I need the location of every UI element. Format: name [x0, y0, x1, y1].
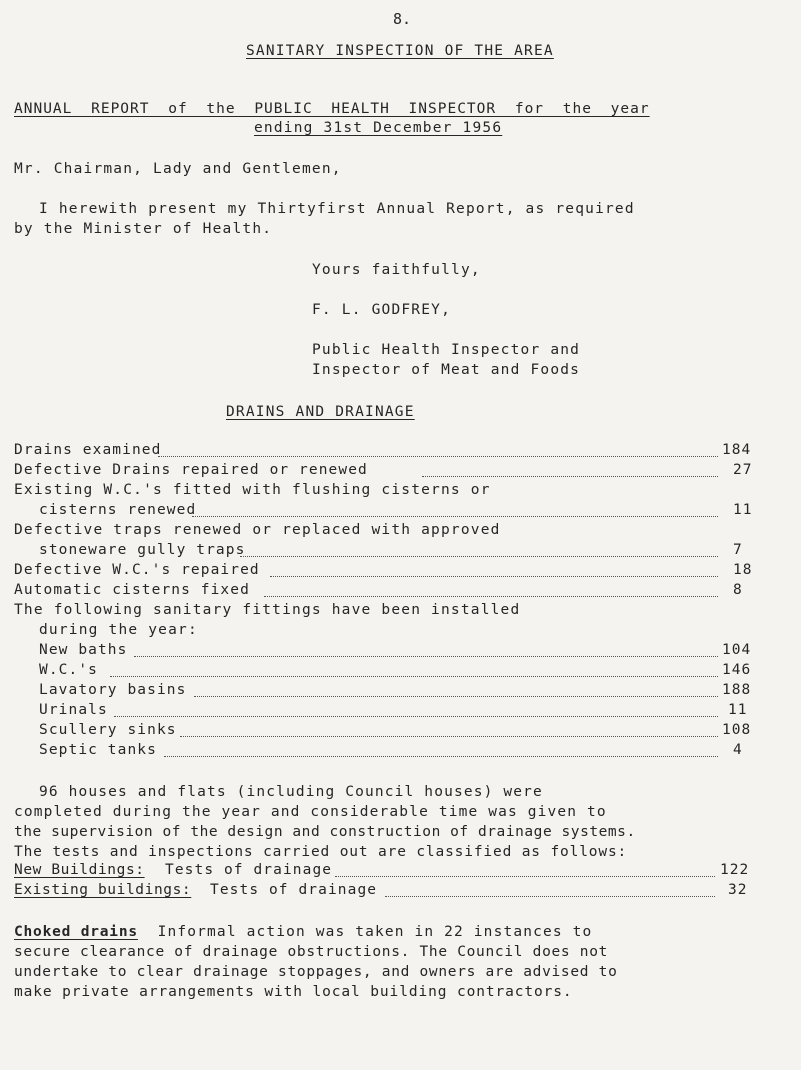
automatic-cisterns-row	[0, 582, 801, 602]
choked-heading: Choked drains	[14, 924, 138, 940]
defective-drains-label: Defective Drains repaired or renewed	[14, 462, 368, 478]
choked-paragraph	[14, 922, 794, 1002]
defective-drains-value: 27	[733, 462, 753, 478]
signature-title1: Public Health Inspector and	[312, 342, 581, 358]
wc-repaired-value: 18	[733, 562, 753, 578]
existing-buildings-label: Existing buildings:	[14, 882, 192, 898]
existing-buildings-tests-label: Tests of drainage	[210, 882, 378, 898]
fitting-row	[0, 702, 801, 722]
dot-leader	[385, 896, 715, 897]
fitting-value: 104	[722, 642, 752, 658]
wc-renewed-value: 11	[733, 502, 753, 518]
report-heading-line2: ending 31st December 1956	[254, 120, 503, 136]
dot-leader	[335, 876, 715, 877]
fitting-value: 188	[722, 682, 752, 698]
dot-leader	[180, 736, 718, 737]
signature-closing: Yours faithfully,	[312, 262, 481, 278]
fitting-row	[0, 662, 801, 682]
fitting-row	[0, 682, 801, 702]
fitting-label: New baths	[39, 642, 128, 658]
signature-title2: Inspector of Meat and Foods	[312, 362, 581, 378]
new-buildings-label: New Buildings:	[14, 862, 145, 878]
fitting-label: Septic tanks	[39, 742, 157, 758]
wc-renewed-label: cisterns renewed	[39, 502, 197, 518]
houses-line3: the supervision of the design and construction of drainage systems.	[14, 824, 636, 840]
new-buildings-tests-label: Tests of drainage	[165, 862, 333, 878]
choked-line2: secure clearance of drainage obstructions. The Council does not	[14, 944, 609, 960]
dot-leader	[194, 696, 718, 697]
automatic-cisterns-value: 8	[733, 582, 743, 598]
intro-line1: I herewith present my Thirtyfirst Annual Report, as required	[39, 201, 635, 217]
drains-heading: DRAINS AND DRAINAGE	[226, 404, 415, 420]
fitting-row	[0, 742, 801, 762]
fitting-value: 108	[722, 722, 752, 738]
fitting-row	[0, 642, 801, 662]
fitting-value: 146	[722, 662, 752, 678]
dot-leader	[110, 676, 718, 677]
houses-line2: completed during the year and considerable time was given to	[14, 804, 607, 820]
dot-leader	[164, 756, 718, 757]
wc-renewed-row	[0, 502, 801, 522]
dot-leader	[114, 716, 718, 717]
traps-value: 7	[733, 542, 743, 558]
drains-examined-row	[0, 442, 801, 462]
wc-repaired-label: Defective W.C.'s repaired	[14, 562, 260, 578]
fitting-label: Scullery sinks	[39, 722, 177, 738]
fitting-value: 4	[733, 742, 743, 758]
houses-paragraph	[14, 782, 794, 862]
signature-name: F. L. GODFREY,	[312, 302, 452, 318]
dot-leader	[134, 656, 718, 657]
fitting-row	[0, 722, 801, 742]
drains-examined-value: 184	[722, 442, 752, 458]
fittings-line2: during the year:	[39, 622, 198, 638]
traps-row	[0, 542, 801, 562]
existing-buildings-row	[0, 882, 801, 902]
dot-leader	[270, 576, 718, 577]
fitting-label: W.C.'s	[39, 662, 98, 678]
houses-line1: 96 houses and flats (including Council houses) were	[39, 784, 543, 800]
houses-line4: The tests and inspections carried out are classified as follows:	[14, 844, 628, 860]
choked-line4: make private arrangements with local building contractors.	[14, 984, 573, 1000]
fitting-value: 11	[728, 702, 748, 718]
fitting-label: Lavatory basins	[39, 682, 187, 698]
report-heading-line1: ANNUAL REPORT of the PUBLIC HEALTH INSPECTOR for the year	[14, 101, 650, 117]
dot-leader	[422, 476, 718, 477]
automatic-cisterns-label: Automatic cisterns fixed	[14, 582, 250, 598]
choked-line1	[14, 922, 794, 942]
new-buildings-value: 122	[720, 862, 750, 878]
salutation: Mr. Chairman, Lady and Gentlemen,	[14, 161, 342, 177]
fittings-line1: The following sanitary fittings have been installed	[14, 602, 521, 618]
dot-leader	[158, 456, 718, 457]
traps-label: stoneware gully traps	[39, 542, 246, 558]
existing-buildings-value: 32	[728, 882, 748, 898]
dot-leader	[264, 596, 718, 597]
dot-leader	[240, 556, 718, 557]
choked-text1: Informal action was taken in 22 instances to	[157, 924, 593, 940]
wc-repaired-row	[0, 562, 801, 582]
page-number: 8.	[393, 10, 412, 28]
drains-examined-label: Drains examined	[14, 442, 162, 458]
wc-line1: Existing W.C.'s fitted with flushing cisterns or	[14, 482, 491, 498]
section-title: SANITARY INSPECTION OF THE AREA	[246, 43, 554, 59]
dot-leader	[192, 516, 718, 517]
intro-line2: by the Minister of Health.	[14, 221, 273, 237]
defective-drains-row	[0, 462, 801, 482]
new-buildings-row	[0, 862, 801, 882]
choked-line3: undertake to clear drainage stoppages, and owners are advised to	[14, 964, 618, 980]
fitting-label: Urinals	[39, 702, 108, 718]
traps-line1: Defective traps renewed or replaced with approved	[14, 522, 501, 538]
